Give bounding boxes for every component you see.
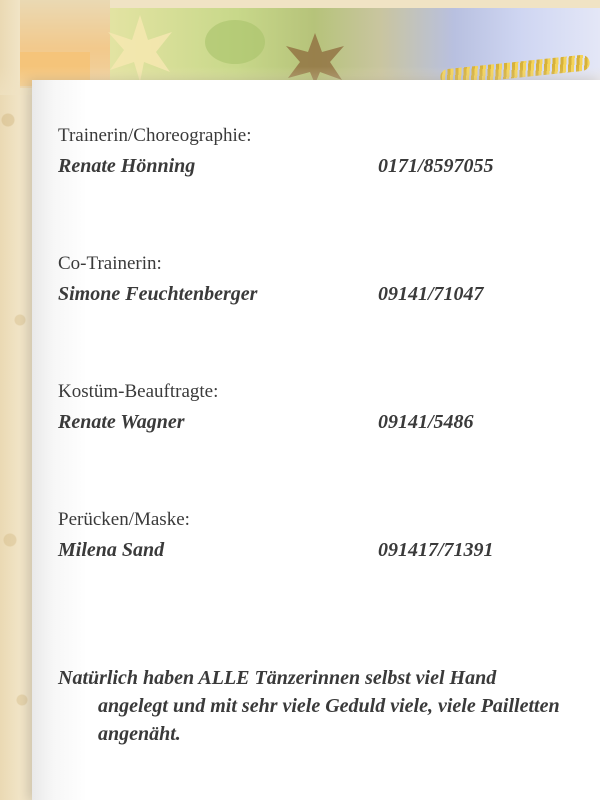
contact-phone: 09141/71047 [378,283,484,305]
contact-phone: 091417/71391 [378,539,494,561]
contact-role: Trainerin/Choreographie: [58,125,252,146]
contact-name: Renate Wagner [58,411,185,433]
parchment-border [0,0,32,800]
contact-name: Milena Sand [58,539,165,561]
contact-name: Simone Feuchtenberger [58,283,258,305]
contact-phone: 09141/5486 [378,411,474,433]
contact-name: Renate Hönning [58,155,196,177]
closing-note: Natürlich haben ALLE Tänzerinnen selbst viel Hand angelegt und mit sehr viele Geduld viele, viele Pailletten angenäht. [58,667,560,745]
contact-role: Co-Trainerin: [58,253,162,274]
contact-phone: 0171/8597055 [378,155,494,177]
contact-role: Kostüm-Beauftragte: [58,381,219,402]
contact-role: Perücken/Maske: [58,509,190,530]
